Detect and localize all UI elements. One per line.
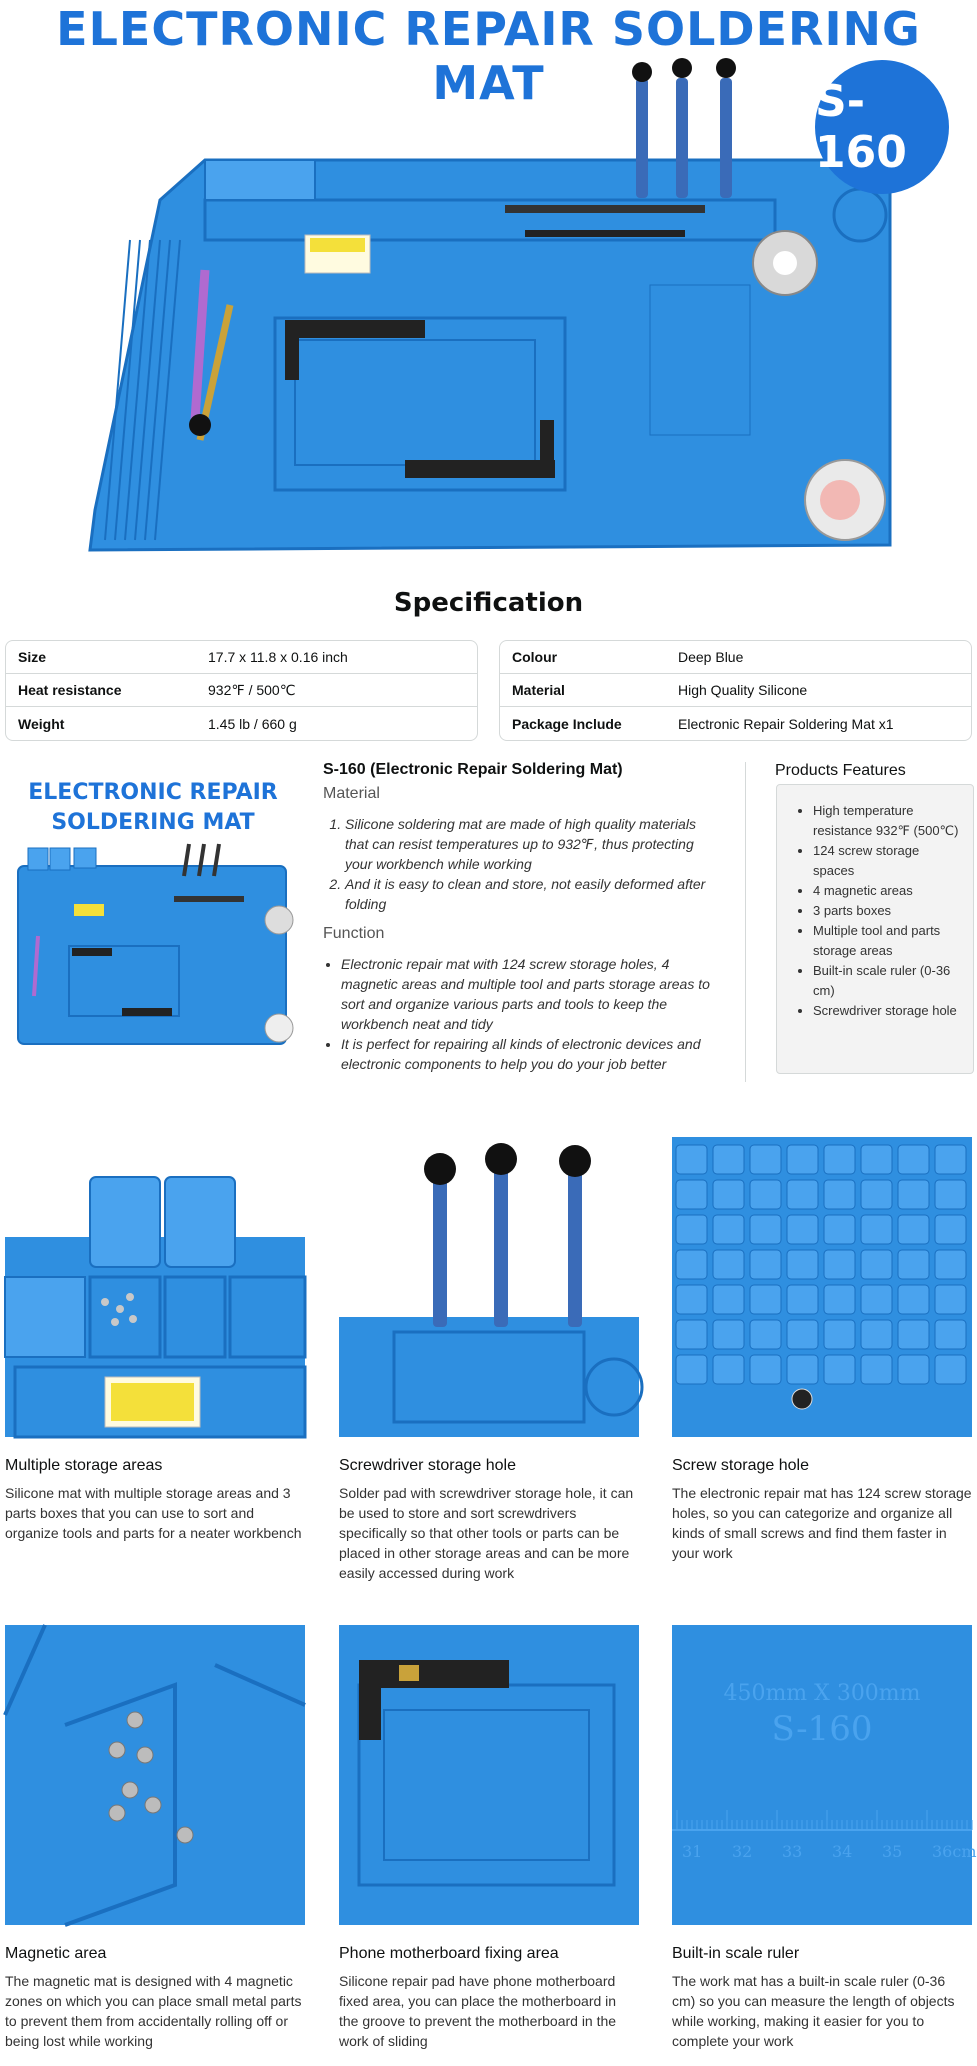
screw-cell	[750, 1320, 781, 1349]
screw-cell	[898, 1180, 929, 1209]
screw-cell	[898, 1145, 929, 1174]
spec-key: Size	[18, 649, 47, 665]
function-heading: Function	[323, 925, 385, 942]
screw-cell	[861, 1285, 892, 1314]
card-description: The electronic repair mat has 124 screw storage holes, so you can categorize and organize all kinds of small screws and find them faster in your work	[672, 1485, 972, 1561]
list-item: • Built-in scale ruler (0-36 cm)	[813, 961, 963, 1001]
material-heading: Material	[323, 785, 380, 802]
spec-row	[500, 674, 971, 707]
screw-cell	[935, 1355, 966, 1384]
card-title: Screwdriver storage hole	[339, 1457, 516, 1474]
screw-cell	[824, 1145, 855, 1174]
screw-cell	[713, 1215, 744, 1244]
ruler-model-text: S-160	[771, 1709, 873, 1749]
screw-cell	[676, 1215, 707, 1244]
screw-cell	[676, 1145, 707, 1174]
feature-card	[5, 1625, 305, 2051]
motherboard-area-image	[339, 1625, 639, 1925]
screw-cell	[861, 1250, 892, 1279]
screw-cell	[787, 1355, 818, 1384]
spec-row	[500, 641, 971, 674]
mini-mat-image	[14, 836, 294, 1051]
screw-cell	[787, 1180, 818, 1209]
magnetic-area-image	[5, 1625, 305, 1925]
hero-title: ELECTRONIC REPAIR SOLDERING MAT	[56, 2, 921, 110]
screw-cell	[861, 1320, 892, 1349]
spec-value: 17.7 x 11.8 x 0.16 inch	[208, 649, 348, 665]
ruler-number: 34	[832, 1842, 853, 1861]
screw-cell	[787, 1285, 818, 1314]
spec-value: 932℉ / 500℃	[208, 681, 296, 698]
card-description: Silicone repair pad have phone motherboard fixed area, you can place the motherboard in the groove to prevent the motherboard in the work of sliding	[339, 1973, 617, 2049]
storage-areas-image	[5, 1137, 305, 1437]
screw-cell	[787, 1145, 818, 1174]
ruler-number: 33	[782, 1842, 803, 1861]
mini-product-title	[18, 778, 288, 838]
ruler-dimension-text: 450mm X 300mm	[723, 1681, 921, 1706]
material-list	[345, 814, 718, 914]
list-item: • Screwdriver storage hole	[813, 1001, 963, 1021]
spec-value: High Quality Silicone	[678, 682, 808, 698]
spec-row	[500, 707, 971, 740]
hero-banner	[0, 0, 977, 560]
scale-ruler-image	[672, 1625, 977, 1925]
spec-value: 1.45 lb / 660 g	[208, 715, 297, 732]
screw-cell	[750, 1355, 781, 1384]
screw-cell	[861, 1355, 892, 1384]
screw-cell	[898, 1355, 929, 1384]
ruler-number: 36cm	[932, 1842, 977, 1861]
screw-cell	[676, 1320, 707, 1349]
screw-cell	[787, 1320, 818, 1349]
screw-cell	[713, 1285, 744, 1314]
screw-cell	[898, 1250, 929, 1279]
screw-cell	[861, 1215, 892, 1244]
screw-cell	[787, 1215, 818, 1244]
features-title: Products Features	[775, 762, 906, 779]
card-description: The work mat has a built-in scale ruler (0-36 cm) so you can measure the length of objects while working, making it easier for you to complete your work	[672, 1973, 955, 2049]
feature-card	[5, 1137, 305, 1543]
screw-cell	[676, 1250, 707, 1279]
spec-key: Weight	[18, 715, 65, 732]
ruler-number: 32	[732, 1842, 753, 1861]
screw-cell	[676, 1285, 707, 1314]
card-description: Solder pad with screwdriver storage hole, it can be used to store and sort screwdrivers specifically so that other tools or parts can be placed in other storage areas and can be more easily accessed during work	[339, 1485, 634, 1581]
screwdriver-hole-image	[339, 1137, 639, 1437]
screw-cell	[676, 1355, 707, 1384]
spec-key: Heat resistance	[18, 682, 122, 698]
screw-cell	[898, 1215, 929, 1244]
spec-value: Deep Blue	[678, 649, 744, 665]
screw-cell	[750, 1215, 781, 1244]
screw-cell	[861, 1145, 892, 1174]
spec-table-left	[5, 640, 478, 741]
list-item: • Electronic repair mat with 124 screw storage holes, 4 magnetic areas and multiple tool and parts storage areas to sort and organize various parts and tools to keep the workbench neat and tidy	[341, 954, 718, 1034]
spec-key: Colour	[512, 649, 558, 665]
screw-cell	[824, 1355, 855, 1384]
ruler-number: 31	[682, 1842, 703, 1861]
screw-cell	[824, 1285, 855, 1314]
screw-cell	[935, 1250, 966, 1279]
card-title: Phone motherboard fixing area	[339, 1945, 559, 1962]
list-item: • It is perfect for repairing all kinds of electronic devices and electronic components to help you do your job better	[341, 1034, 718, 1074]
feature-card	[339, 1137, 639, 1583]
screw-cell	[713, 1320, 744, 1349]
screw-cell	[898, 1320, 929, 1349]
spec-table-right	[499, 640, 972, 741]
list-item: 2. And it is easy to clean and store, not easily deformed after folding	[345, 874, 718, 914]
feature-card	[339, 1625, 639, 2051]
specification-heading: Specification	[393, 588, 584, 618]
features-list	[813, 801, 963, 1021]
screw-icon	[792, 1389, 812, 1409]
screw-cell	[787, 1250, 818, 1279]
screw-cell	[824, 1320, 855, 1349]
card-title: Magnetic area	[5, 1945, 107, 1962]
model-badge: S-160	[815, 60, 949, 194]
screw-grid-image	[672, 1137, 972, 1437]
list-item: • Multiple tool and parts storage areas	[813, 921, 963, 961]
card-description: Silicone mat with multiple storage areas and 3 parts boxes that you can use to sort and organize tools and parts for a neater workbench	[5, 1485, 302, 1541]
screw-cell	[935, 1180, 966, 1209]
card-title: Multiple storage areas	[5, 1457, 163, 1474]
spec-key: Package Include	[512, 715, 622, 732]
screw-cell	[861, 1180, 892, 1209]
spec-row	[6, 707, 477, 740]
screw-cell	[935, 1145, 966, 1174]
screw-cell	[935, 1320, 966, 1349]
screw-cell	[750, 1250, 781, 1279]
spec-row	[6, 674, 477, 707]
divider	[745, 762, 746, 1082]
feature-card	[672, 1137, 972, 1563]
screw-cell	[935, 1215, 966, 1244]
mini-title-line: SOLDERING MAT	[51, 810, 255, 835]
list-item: • 3 parts boxes	[813, 901, 963, 921]
product-title: S-160 (Electronic Repair Soldering Mat)	[323, 761, 623, 778]
screw-cell	[935, 1285, 966, 1314]
product-description	[323, 760, 718, 1074]
screw-cell	[676, 1180, 707, 1209]
list-item: 1. Silicone soldering mat are made of high quality materials that can resist temperatures up to 932℉, thus protecting your workbench while working	[345, 814, 718, 874]
screw-cell	[750, 1180, 781, 1209]
screw-cell	[898, 1285, 929, 1314]
screw-cell	[713, 1180, 744, 1209]
function-list	[341, 954, 718, 1074]
features-box	[776, 784, 974, 1074]
list-item: • 124 screw storage spaces	[813, 841, 963, 881]
spec-value: Electronic Repair Soldering Mat x1	[678, 715, 894, 732]
card-title: Built-in scale ruler	[672, 1945, 800, 1962]
spec-key: Material	[512, 682, 565, 698]
screw-cell	[824, 1180, 855, 1209]
screw-cell	[824, 1250, 855, 1279]
screw-cell	[750, 1285, 781, 1314]
mini-title-line: ELECTRONIC REPAIR	[28, 780, 278, 805]
screw-cell	[713, 1355, 744, 1384]
list-item: • 4 magnetic areas	[813, 881, 963, 901]
screw-cell	[713, 1250, 744, 1279]
feature-card	[672, 1625, 977, 2051]
screw-cell	[713, 1145, 744, 1174]
screw-cell	[824, 1215, 855, 1244]
ruler-number: 35	[882, 1842, 903, 1861]
list-item: • High temperature resistance 932℉ (500℃)	[813, 801, 963, 841]
card-description: The magnetic mat is designed with 4 magnetic zones on which you can place small metal parts to prevent them from accidentally rolling off or being lost while working	[5, 1973, 302, 2049]
card-title: Screw storage hole	[672, 1457, 809, 1474]
spec-row	[6, 641, 477, 674]
screw-cell	[750, 1145, 781, 1174]
